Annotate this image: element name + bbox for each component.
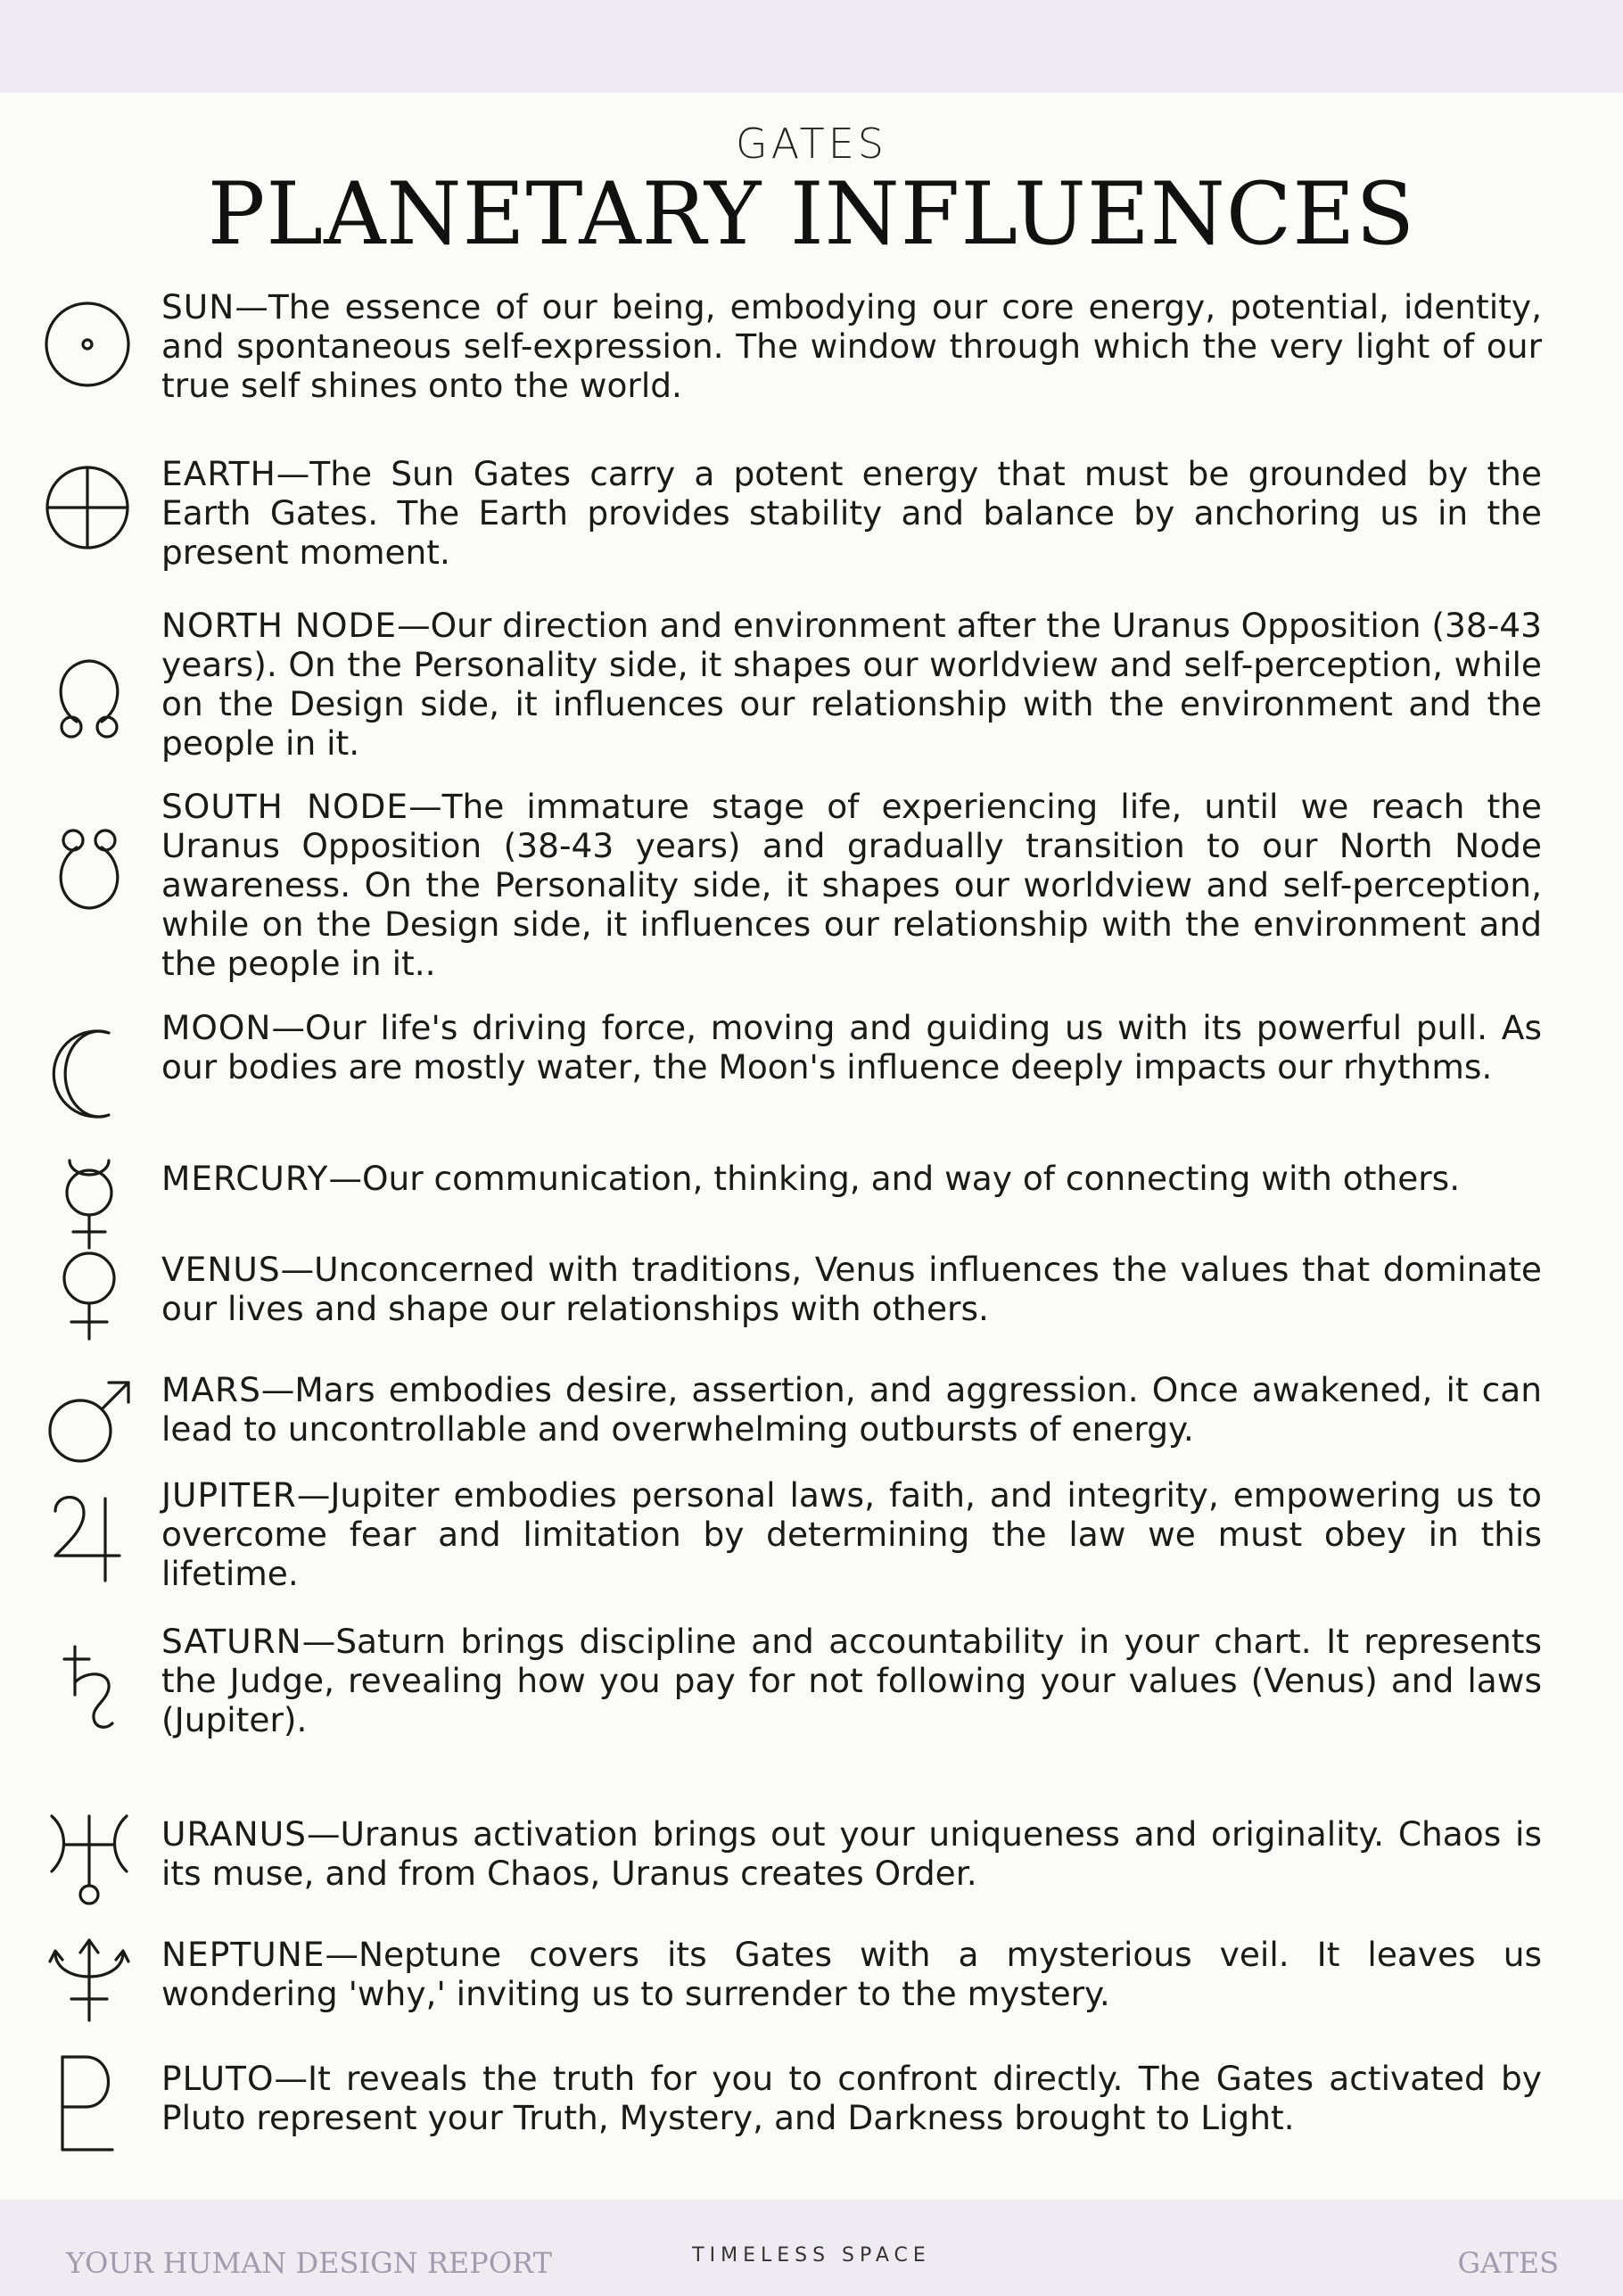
planet-description: —Our life's driving force, moving and guiding us with its powerful pull. As our bodies are mostly water, the Moon's influence deeply impacts our rhythms. bbox=[161, 1008, 1542, 1086]
planet-name: VENUS bbox=[161, 1250, 281, 1289]
planet-name: EARTH bbox=[161, 454, 276, 493]
earth-icon bbox=[43, 449, 136, 556]
moon-icon bbox=[43, 1013, 136, 1120]
planet-name: PLUTO bbox=[161, 2059, 275, 2098]
mars-icon bbox=[43, 1361, 136, 1468]
entry-text bbox=[161, 454, 1542, 572]
page-title: PLANETARY INFLUENCES bbox=[207, 164, 1416, 264]
north-node-icon bbox=[43, 631, 136, 738]
planet-description: —Mars embodies desire, assertion, and aggression. Once awakened, it can lead to uncontrollable and overwhelming outbursts of energy. bbox=[161, 1370, 1542, 1449]
planet-description: —Neptune covers its Gates with a mysterious veil. It leaves us wondering 'why,' inviting us to surrender to the mystery. bbox=[161, 1935, 1542, 2013]
entry-text bbox=[161, 1008, 1542, 1086]
entry-text bbox=[161, 287, 1542, 405]
entry-text bbox=[161, 787, 1542, 983]
entry-text bbox=[161, 1250, 1542, 1328]
planet-name: JUPITER bbox=[161, 1475, 297, 1515]
planet-name: SATURN bbox=[161, 1622, 302, 1661]
entry-text bbox=[161, 1159, 1542, 1198]
planet-name: MERCURY bbox=[161, 1159, 329, 1198]
planet-name: SOUTH NODE bbox=[161, 787, 409, 826]
planet-name: MOON bbox=[161, 1008, 272, 1047]
planet-name: SUN bbox=[161, 287, 235, 326]
planet-description: —Our communication, thinking, and way of connecting with others. bbox=[328, 1159, 1461, 1198]
uranus-icon bbox=[43, 1800, 136, 1907]
planet-description: —Unconcerned with traditions, Venus influences the values that dominate our lives and shape our relationships with others. bbox=[161, 1250, 1542, 1328]
footer-brand: TIMELESS SPACE bbox=[692, 2244, 931, 2267]
sun-icon bbox=[43, 285, 136, 392]
planet-description: —The essence of our being, embodying our core energy, potential, identity, and spontaneous self-expression. The window through which the very light of our true self shines onto the world. bbox=[161, 287, 1542, 405]
report-page bbox=[0, 93, 1623, 2200]
planet-description: —Saturn brings discipline and accountability in your chart. It represents the Judge, revealing how you pay for not following your values (Venus) and laws (Jupiter). bbox=[161, 1622, 1542, 1739]
entry-text bbox=[161, 606, 1542, 763]
footer-report-title: YOUR HUMAN DESIGN REPORT bbox=[66, 2246, 552, 2280]
jupiter-icon bbox=[43, 1474, 136, 1581]
entry-text bbox=[161, 1475, 1542, 1593]
page-footer bbox=[0, 2200, 1623, 2296]
entry-text bbox=[161, 2059, 1542, 2137]
entry-text bbox=[161, 1622, 1542, 1739]
planet-name: URANUS bbox=[161, 1814, 307, 1854]
planet-description: —Uranus activation brings out your uniqueness and originality. Chaos is its muse, and from Chaos, Uranus creates Order. bbox=[161, 1814, 1542, 1893]
page-kicker: GATES bbox=[736, 120, 887, 168]
planet-name: MARS bbox=[161, 1370, 261, 1409]
venus-icon bbox=[43, 1235, 136, 1342]
footer-section: GATES bbox=[1457, 2246, 1559, 2280]
pluto-icon bbox=[43, 2043, 136, 2150]
entry-text bbox=[161, 1814, 1542, 1893]
saturn-icon bbox=[43, 1623, 136, 1730]
planet-name: NORTH NODE bbox=[161, 606, 398, 645]
planet-description: —It reveals the truth for you to confront directly. The Gates activated by Pluto represent your Truth, Mystery, and Darkness brought to Light. bbox=[161, 2059, 1542, 2137]
south-node-icon bbox=[43, 814, 136, 921]
planet-description: —Jupiter embodies personal laws, faith, and integrity, empowering us to overcome fear and limitation by determining the law we must obey in this lifetime. bbox=[161, 1475, 1542, 1593]
neptune-icon bbox=[43, 1917, 136, 2024]
planet-description: —The Sun Gates carry a potent energy that must be grounded by the Earth Gates. The Earth provides stability and balance by anchoring us in the present moment. bbox=[161, 454, 1542, 572]
entry-text bbox=[161, 1935, 1542, 2013]
planet-name: NEPTUNE bbox=[161, 1935, 325, 1974]
entry-text bbox=[161, 1370, 1542, 1449]
planet-description: —Our direction and environment after the Uranus Opposition (38-43 years). On the Personality side, it shapes our worldview and self-perception, while on the Design side, it influences our relationship with the environment and the people in it. bbox=[161, 606, 1542, 763]
planet-description: —The immature stage of experiencing life, until we reach the Uranus Opposition (38-43 years) and gradually transition to our North Node awareness. On the Personality side, it shapes our worldview and self-perception, while on the Design side, it influences our relationship with the environment and the people in it.. bbox=[161, 787, 1542, 983]
